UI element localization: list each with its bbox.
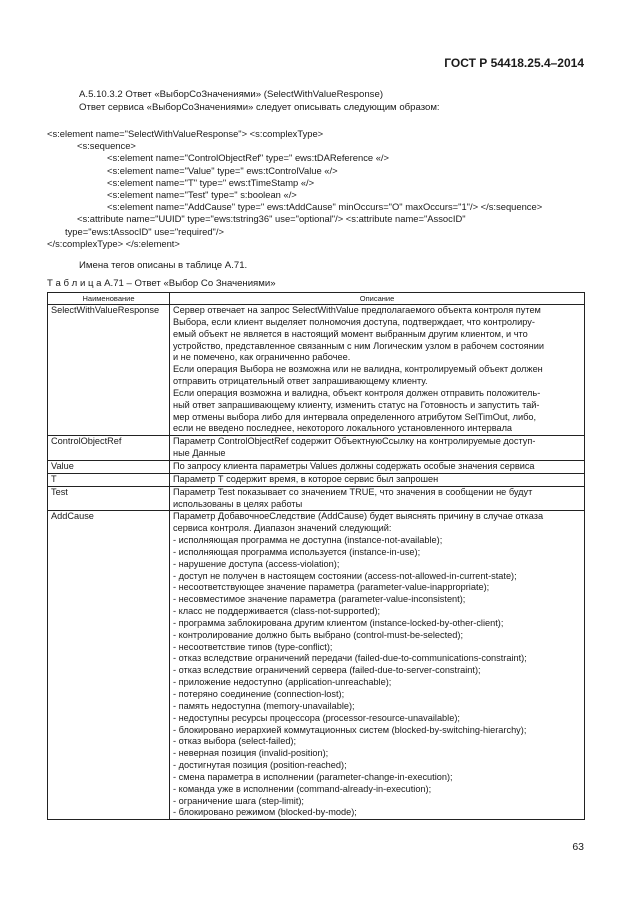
description-line: - достигнутая позиция (position-reached); [173, 760, 347, 771]
description-line: - несовместимое значение параметра (parameter-value-inconsistent); [173, 594, 466, 605]
description-line: Параметр Test показывает со значением TRUE, что значения в сообщении не будут [173, 486, 533, 497]
description-line: отправить отрицательный ответ запрашивающему клиенту. [173, 376, 428, 387]
table-row [48, 473, 585, 486]
description-line: если не введено последнее, некоторого локального установленного интервала [173, 423, 513, 434]
description-line: Если операция Выбора не возможна или не валидна, контролируемый объект должен [173, 364, 543, 375]
code-line: <s:element name="Test" type=" s:boolean «/> [107, 189, 297, 201]
description-line: - несоответствие типов (type-conflict); [173, 641, 333, 652]
description-line: - программа заблокирована другим клиентом (instance-locked-by-other-client); [173, 617, 504, 628]
code-line: type="ews:tAssocID" use="required"/> [65, 225, 224, 237]
description-line: - несоответствующее значение параметра (parameter-value-inappropriate); [173, 582, 490, 593]
description-line: устройство, представленное связанным с ним Логическим узлом в рабочем состоянии [173, 340, 544, 351]
code-line: <s:element name="ControlObjectRef" type=" ews:tDAReference «/> [107, 152, 390, 164]
description-line: - неверная позиция (invalid-position); [173, 748, 329, 759]
xml-code-block [47, 128, 542, 250]
row-name: AddCause [48, 511, 170, 820]
description-line: ные Данные [173, 448, 226, 459]
section-heading: А.5.10.3.2 Ответ «ВыборСоЗначениями» (SelectWithValueResponse) [79, 89, 384, 100]
description-line: - блокировано режимом (blocked-by-mode); [173, 807, 357, 818]
table-row [48, 305, 585, 436]
page-number: 63 [572, 841, 584, 853]
section-description: Ответ сервиса «ВыборСоЗначениями» следует описывать следующим образом: [79, 102, 440, 113]
description-table [47, 292, 585, 820]
row-name: ControlObjectRef [48, 436, 170, 461]
description-line: - нарушение доступа (access-violation); [173, 558, 340, 569]
row-description [170, 436, 585, 461]
row-description [170, 460, 585, 473]
description-line: Параметр ControlObjectRef содержит ОбъектнуюСсылку на контролируемые доступ- [173, 436, 536, 447]
description-line: - смена параметра в исполнении (parameter-change-in-execution); [173, 771, 453, 782]
table-row [48, 460, 585, 473]
description-line: Сервер отвечает на запрос SelectWithValue предполагаемого объекта контроля путем [173, 305, 541, 315]
description-line: и не помечено, как ограниченно рабочее. [173, 352, 351, 363]
table-row [48, 511, 585, 820]
description-line: - потеряно соединение (connection-lost); [173, 689, 345, 699]
header-description: Описание [170, 293, 585, 305]
standard-header: ГОСТ Р 54418.25.4–2014 [444, 56, 584, 70]
description-line: Если операция возможна и валидна, объект контроля должен отправить положитель- [173, 387, 541, 398]
table-caption: Т а б л и ц а А.71 – Ответ «Выбор Со Значениями» [47, 278, 276, 289]
code-line: <s:attribute name="UUID" type="ews:tstring36" use="optional"/> <s:attribute name="AssocID" [77, 213, 466, 225]
description-line: - отказ вследствие ограничений сервера (failed-due-to-server-constraint); [173, 665, 481, 676]
description-line: - приложение недоступно (application-unreachable); [173, 677, 392, 688]
row-name: Test [48, 486, 170, 511]
description-line: использованы в целях работы [173, 498, 303, 509]
code-line: <s:element name="AddCause" type=" ews:tAddCause" minOccurs="O" maxOccurs="1"/> </s:sequence> [107, 201, 543, 213]
description-line: - исполняющая программа используется (instance-in-use); [173, 546, 421, 557]
tags-note: Имена тегов описаны в таблице А.71. [79, 260, 248, 271]
code-line: <s:sequence> [77, 140, 136, 152]
description-line: - исполняющая программа не доступна (instance-not-available); [173, 535, 443, 546]
row-description [170, 511, 585, 820]
table-row [48, 436, 585, 461]
code-line: <s:element name="T" type=" ews:tTimeStamp «/> [107, 176, 315, 188]
description-line: емый объект не является в настоящий момент выбранным другим клиентом, и что [173, 328, 528, 339]
header-name: Наименование [48, 293, 170, 305]
description-line: - контролирование должно быть выбрано (control-must-be-selected); [173, 629, 464, 640]
description-line: По запросу клиента параметры Values должны содержать особые значения сервиса [173, 460, 535, 471]
row-description [170, 486, 585, 511]
row-name: Value [48, 460, 170, 473]
description-line: Параметр Т содержит время, в которое сервис был запрошен [173, 473, 439, 484]
code-line: </s:complexType> </s:element> [47, 237, 180, 249]
row-name: T [48, 473, 170, 486]
description-line: мер отмены выбора либо для интервала определенного атрибутом SelTimOut, либо, [173, 411, 537, 422]
description-line: ный ответ запрашивающему клиенту, изменить статус на Готовность и запустить тай- [173, 399, 540, 410]
description-line: - команда уже в исполнении (command-already-in-execution); [173, 783, 432, 794]
row-name: SelectWithValueResponse [48, 305, 170, 436]
description-line: - класс не поддерживается (class-not-supported); [173, 606, 381, 617]
row-description [170, 473, 585, 486]
code-line: <s:element name="Value" type=" ews:tControlValue «/> [107, 164, 338, 176]
description-line: - отказ выбора (select-failed); [173, 736, 297, 747]
row-description [170, 305, 585, 436]
description-line: - блокировано иерархией коммутационных систем (blocked-by-switching-hierarchy); [173, 724, 527, 735]
description-line: - доступ не получен в настоящем состоянии (access-not-allowed-in-current-state); [173, 570, 517, 581]
table-row [48, 486, 585, 511]
description-line: - память недоступна (memory-unavailable); [173, 700, 355, 711]
description-line: Параметр ДобавочноеСледствие (AddCause) будет выяснять причину в случае отказа [173, 511, 544, 522]
description-line: - недоступны ресурсы процессора (processor-resource-unavailable); [173, 712, 460, 723]
description-line: - отказ вследствие ограничений передачи (failed-due-to-communications-constraint); [173, 653, 527, 664]
code-line: <s:element name="SelectWithValueResponse"> <s:complexType> [47, 128, 324, 139]
description-line: сервиса контроля. Диапазон значений следующий: [173, 523, 392, 534]
description-line: - ограничение шага (step-limit); [173, 795, 304, 806]
table-header-row [48, 293, 585, 305]
description-line: Выбора, если клиент выделяет полномочия доступа, подтверждает, что контролиру- [173, 316, 535, 327]
